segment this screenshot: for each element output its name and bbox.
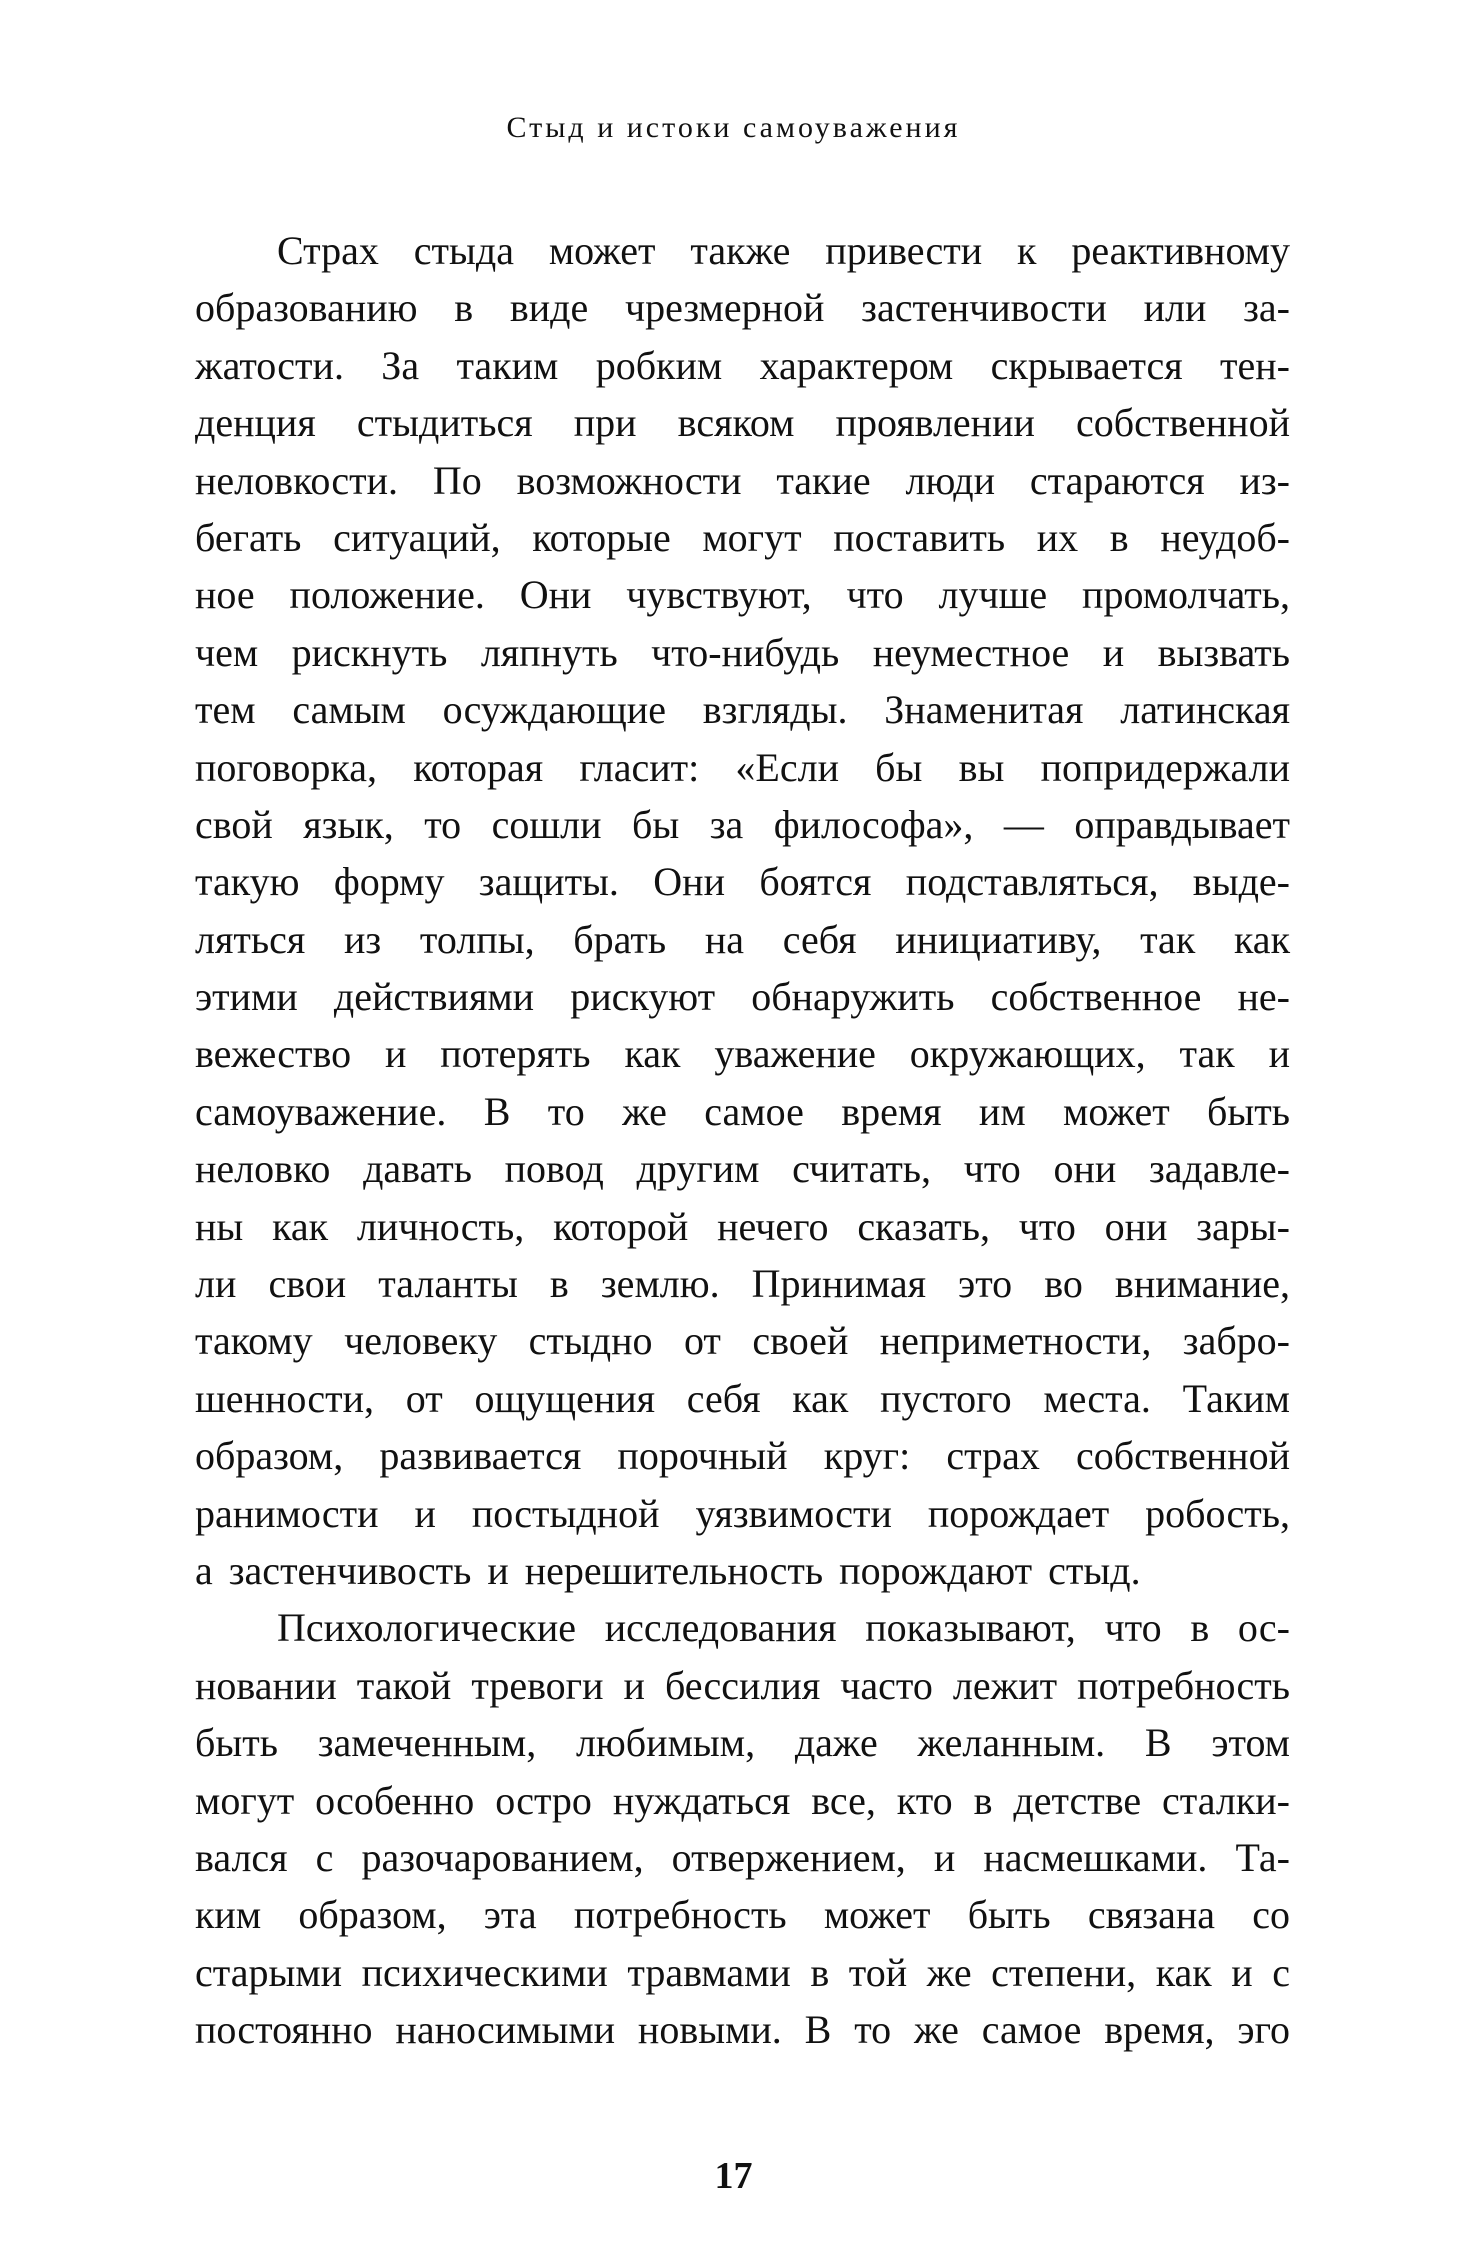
paragraph-1-line: такому человеку стыдно от своей неприметности, забро- — [195, 1318, 1290, 1364]
paragraph-1-line: бегать ситуаций, которые могут поставить их в неудоб- — [195, 514, 1290, 560]
paragraph-1-line: тем самым осуждающие взгляды. Знаменитая латинская — [195, 687, 1290, 733]
paragraph-2-line: Психологические исследования показывают, что в ос- — [277, 1605, 1290, 1651]
paragraph-1-line: ранимости и постыдной уязвимости порождает робость, — [195, 1490, 1290, 1536]
running-header: Стыд и истоки самоуважения — [506, 111, 961, 144]
paragraph-1-line: образованию в виде чрезмерной застенчивости или за- — [195, 285, 1290, 331]
paragraph-1-line: чем рискнуть ляпнуть что-нибудь неуместное и вызвать — [195, 629, 1290, 675]
paragraph-1-line: неловкости. По возможности такие люди стараются из- — [195, 457, 1290, 503]
paragraph-1-line: Страх стыда может также привести к реактивному — [277, 228, 1290, 273]
paragraph-1-line: а застенчивость и нерешительность порождают стыд. — [195, 1547, 1141, 1593]
paragraph-1-line: образом, развивается порочный круг: страх собственной — [195, 1433, 1290, 1479]
paragraph-1-line: такую форму защиты. Они боятся подставляться, выде- — [195, 859, 1290, 905]
body-text — [195, 222, 1290, 2059]
paragraph-1-line: неловко давать повод другим считать, что они задавле- — [195, 1146, 1290, 1192]
paragraph-1-line: жатости. За таким робким характером скрывается тен- — [195, 342, 1290, 388]
paragraph-2-line: старыми психическими травмами в той же степени, как и с — [195, 1949, 1290, 1995]
paragraph-2-line: ким образом, эта потребность может быть связана со — [195, 1892, 1290, 1938]
paragraph-1-line: ляться из толпы, брать на себя инициативу, так как — [195, 916, 1290, 962]
paragraph-2-line: вался с разочарованием, отвержением, и насмешками. Та- — [195, 1834, 1290, 1880]
paragraph-1-line: ное положение. Они чувствуют, что лучше промолчать, — [195, 572, 1290, 618]
paragraph-1-line: этими действиями рискуют обнаружить собственное не- — [195, 974, 1290, 1020]
paragraph-1-line: денция стыдиться при всяком проявлении собственной — [195, 400, 1290, 446]
paragraph-2-line: быть замеченным, любимым, даже желанным. В этом — [195, 1720, 1290, 1766]
paragraph-1-line: самоуважение. В то же самое время им может быть — [195, 1088, 1290, 1134]
paragraph-2-line: постоянно наносимыми новыми. В то же самое время, эго — [195, 2007, 1290, 2053]
page-number: 17 — [714, 2155, 753, 2197]
paragraph-1-line: поговорка, которая гласит: «Если бы вы попридержали — [195, 744, 1290, 790]
paragraph-1-line: вежество и потерять как уважение окружающих, так и — [195, 1031, 1290, 1077]
paragraph-2-line: могут особенно остро нуждаться все, кто в детстве сталки- — [195, 1777, 1290, 1823]
paragraph-1-line: ли свои таланты в землю. Принимая это во внимание, — [195, 1261, 1290, 1307]
paragraph-1-line: шенности, от ощущения себя как пустого места. Таким — [195, 1375, 1290, 1421]
paragraph-1-line: ны как личность, которой нечего сказать, что они зары- — [195, 1203, 1290, 1249]
paragraph-1-line: свой язык, то сошли бы за философа», — оправдывает — [195, 801, 1290, 847]
paragraph-2-line: новании такой тревоги и бессилия часто лежит потребность — [195, 1662, 1290, 1708]
